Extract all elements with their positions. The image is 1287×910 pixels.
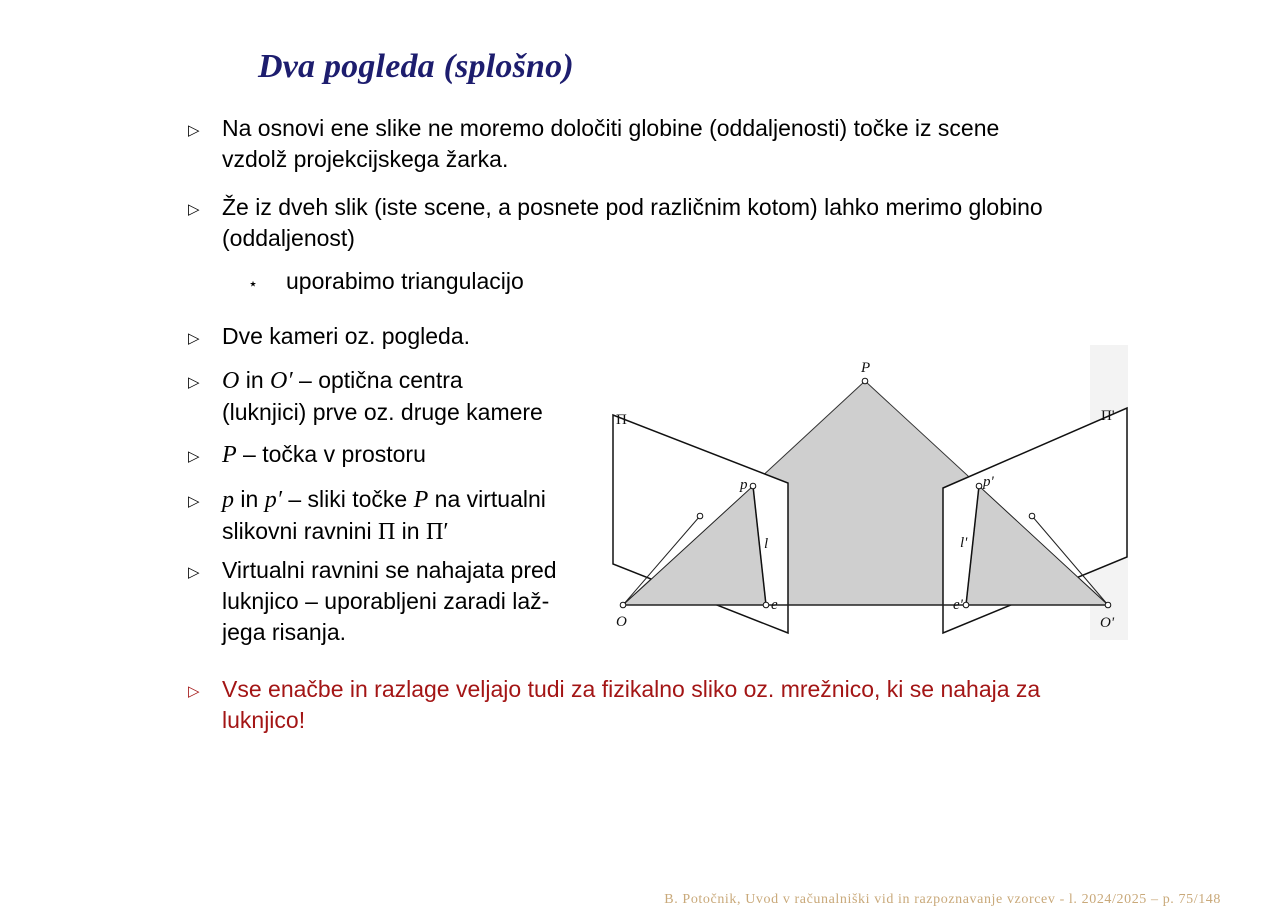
point-p: [750, 483, 756, 489]
triangle-right-icon: ▷: [188, 122, 200, 139]
text-sliki: – sliki točke: [281, 486, 414, 512]
point-e-prime: [963, 602, 969, 608]
label-l-left: l: [764, 536, 769, 552]
bullet-2-line-1: Že iz dveh slik (iste scene, a posnete pod različnim kotom) lahko merimo globino: [222, 194, 1043, 220]
bullet-8-line-2: luknjico!: [222, 707, 306, 733]
label-l-right: l': [960, 535, 968, 551]
label-Pi-right: Π': [1101, 408, 1115, 424]
math-O: O: [222, 368, 240, 394]
triangle-right-icon: ▷: [188, 330, 200, 347]
math-Pi-prime: Π′: [425, 519, 449, 545]
triangle-right-icon: ▷: [188, 448, 200, 465]
triangle-right-icon: ▷: [188, 493, 200, 510]
triangle-right-icon: ▷: [188, 374, 200, 391]
label-e-left: e: [771, 597, 778, 613]
point-e: [763, 602, 769, 608]
math-Pi: Π: [377, 519, 396, 545]
triangle-right-icon: ▷: [188, 201, 200, 218]
text-in: in: [239, 367, 271, 393]
point-P: [862, 378, 868, 384]
label-Pi-left: Π: [616, 412, 627, 428]
bullet-4-line-2: (luknjici) prve oz. druge kamere: [222, 399, 543, 425]
text-tocka: – točka v prostoru: [236, 441, 426, 467]
math-p: p: [222, 487, 234, 513]
point-left-extra: [697, 513, 703, 519]
label-p-right: p': [983, 474, 994, 490]
math-p-prime: p′: [264, 487, 282, 513]
text-na-virtualni: na virtualni: [428, 486, 546, 512]
label-e-right: e': [953, 597, 963, 613]
bullet-2-line-2: (oddaljenost): [222, 225, 355, 251]
point-right-extra: [1029, 513, 1035, 519]
label-O-left: O: [616, 614, 627, 630]
sub-bullet: uporabimo triangulacijo: [286, 268, 524, 294]
bullet-8-line-1: Vse enačbe in razlage veljajo tudi za fizikalno sliko oz. mrežnico, ki se nahaja za: [222, 676, 1041, 702]
label-P: P: [861, 360, 871, 376]
point-O: [620, 602, 626, 608]
bullet-7-line-2: luknjico – uporabljeni zaradi laž-: [222, 588, 550, 614]
text-in: in: [395, 518, 426, 544]
triangle-right-icon: ▷: [188, 683, 200, 700]
bullet-1-line-2: vzdolž projekcijskega žarka.: [222, 146, 509, 172]
bullet-7-line-1: Virtualni ravnini se nahajata pred: [222, 557, 557, 583]
bullet-3-text: Dve kameri oz. pogleda.: [222, 323, 471, 349]
math-P: P: [413, 487, 429, 513]
point-O-prime: [1105, 602, 1111, 608]
text-slikovni: slikovni ravnini: [222, 518, 378, 544]
star-icon: ⋆: [248, 276, 259, 293]
slide-title: Dva pogleda (splošno): [258, 48, 574, 85]
math-O-prime: O′: [270, 368, 293, 394]
point-p-prime: [976, 483, 982, 489]
slide-footer: B. Potočnik, Uvod v računalniški vid in razpoznavanje vzorcev - l. 2024/2025 – p. 75/148: [664, 892, 1221, 907]
text-in: in: [234, 486, 265, 512]
label-O-right: O': [1100, 615, 1115, 631]
label-p-left: p: [740, 477, 748, 493]
text-centra: – optična centra: [292, 367, 463, 393]
bullet-7-line-3: jega risanja.: [222, 619, 347, 645]
math-P: P: [222, 442, 237, 468]
triangle-right-icon: ▷: [188, 564, 200, 581]
bullet-1-line-1: Na osnovi ene slike ne moremo določiti globine (oddaljenosti) točke iz scene: [222, 115, 1000, 141]
